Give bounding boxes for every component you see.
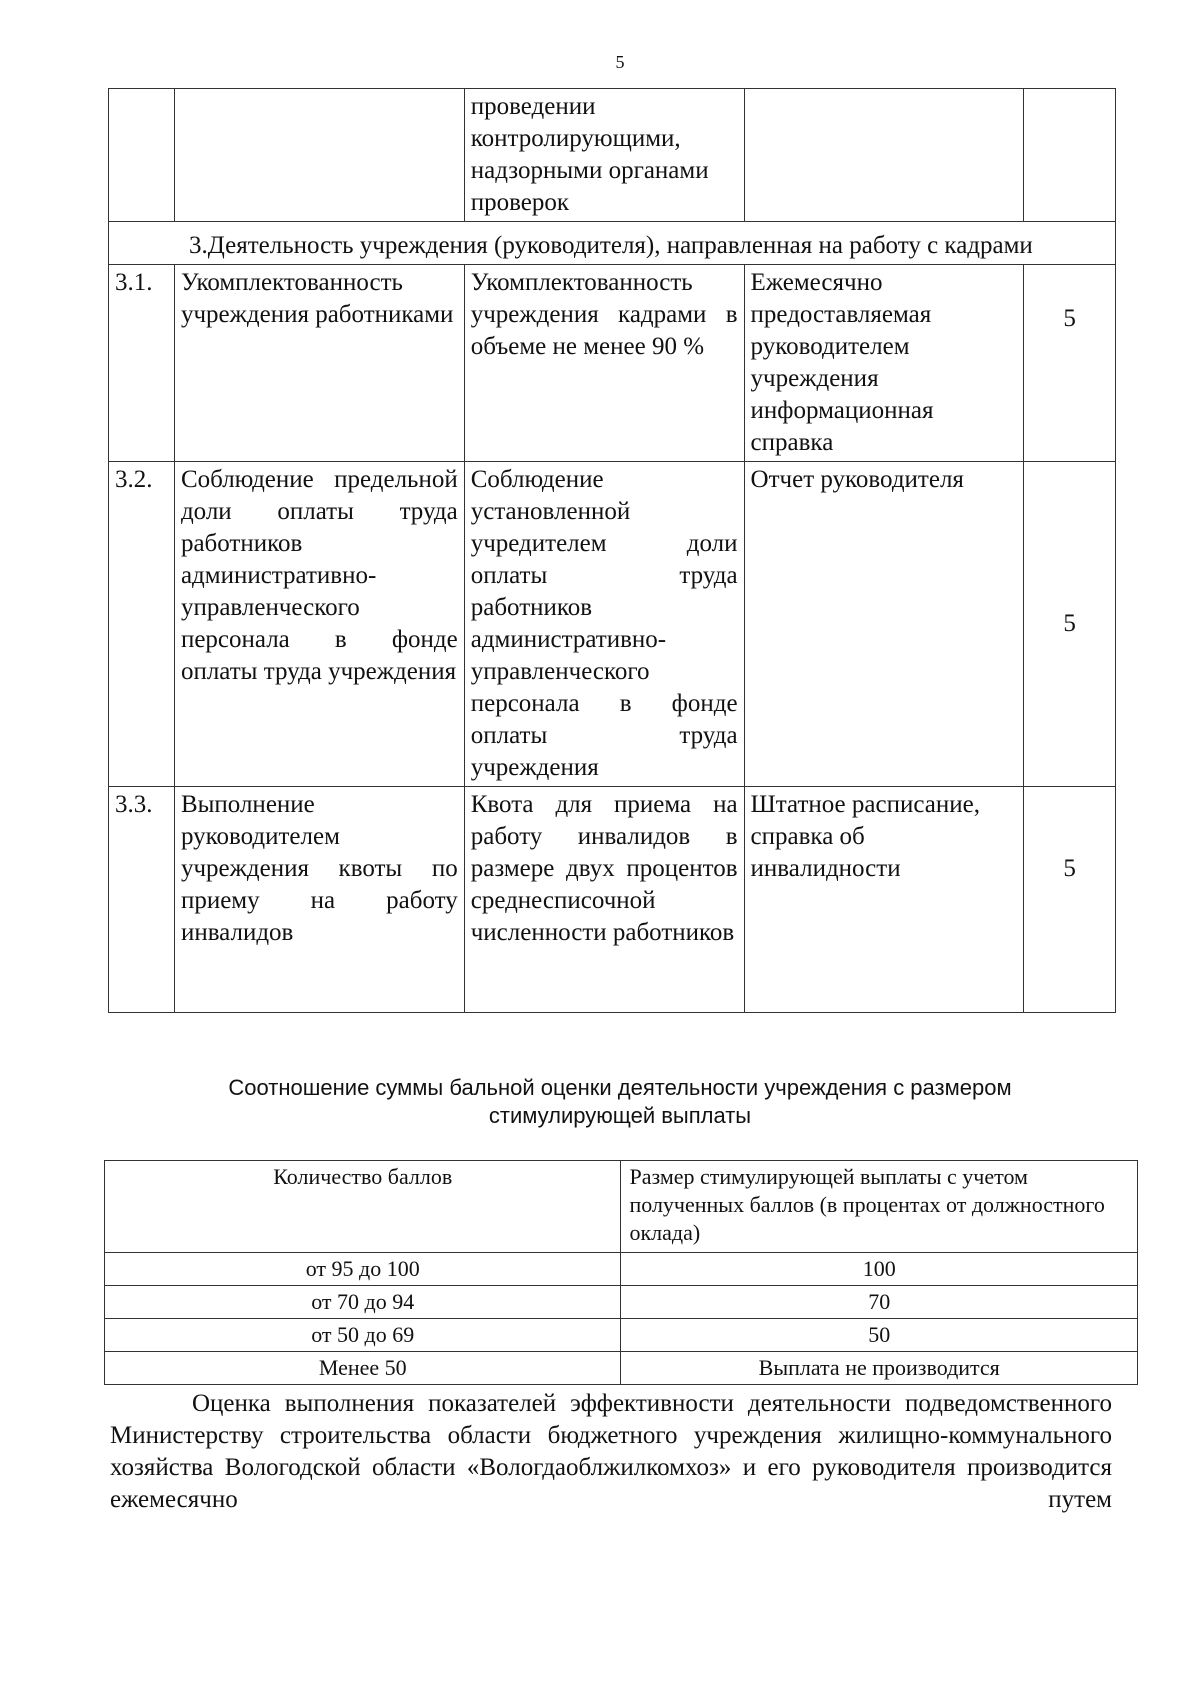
section-heading: 3.Деятельность учреждения (руководителя), направленная на работу с кадрами	[109, 222, 1116, 265]
indicator-cell: Соблюдение установленной учредителем доли оплаты труда работников административно-управленческого персонала в фонде оплаты труда учреждения	[464, 462, 744, 787]
indicator-cell: Укомплектованность учреждения кадрами в объеме не менее 90 %	[464, 265, 744, 462]
score-cell: 5	[1024, 462, 1116, 787]
ratio-table	[104, 1160, 1138, 1385]
points-cell: от 50 до 69	[105, 1319, 621, 1352]
section-heading-row	[109, 222, 1116, 265]
page-number: 5	[615, 52, 625, 72]
table-row	[109, 462, 1116, 787]
source-cell: Штатное расписание, справка об инвалидности	[744, 787, 1024, 1013]
row-number: 3.1.	[109, 265, 175, 462]
points-cell: от 95 до 100	[105, 1253, 621, 1286]
score-cell: 5	[1024, 787, 1116, 1013]
row-number: 3.3.	[109, 787, 175, 1013]
criteria-table	[108, 88, 1116, 1013]
points-cell: Менее 50	[105, 1352, 621, 1385]
points-cell: от 70 до 94	[105, 1286, 621, 1319]
table-row-continuation	[109, 89, 1116, 222]
indicator-cell: Квота для приема на работу инвалидов в размере двух процентов среднесписочной численности работников	[464, 787, 744, 1013]
cell-score	[1024, 89, 1116, 222]
score-cell: 5	[1024, 265, 1116, 462]
header-payment: Размер стимулирующей выплаты с учетом полученных баллов (в процентах от должностного оклада)	[621, 1161, 1138, 1253]
table-row	[105, 1286, 1138, 1319]
ratio-caption: Соотношение суммы бальной оценки деятельности учреждения с размером стимулирующей выплаты	[228, 1075, 1012, 1128]
table-row	[105, 1319, 1138, 1352]
row-number: 3.2.	[109, 462, 175, 787]
cell-number	[109, 89, 175, 222]
payment-cell: 100	[621, 1253, 1138, 1286]
source-cell: Отчет руководителя	[744, 462, 1024, 787]
criterion-cell: Соблюдение предельной доли оплаты труда работников административно-управленческого персонала в фонде оплаты труда учреждения	[174, 462, 464, 787]
payment-cell: 70	[621, 1286, 1138, 1319]
criterion-cell: Укомплектованность учреждения работниками	[174, 265, 464, 462]
header-points: Количество баллов	[105, 1161, 621, 1253]
closing-paragraph-block	[110, 1388, 1112, 1516]
table-row	[109, 787, 1116, 1013]
source-cell: Ежемесячно предоставляемая руководителем учреждения информационная справка	[744, 265, 1024, 462]
criterion-cell: Выполнение руководителем учреждения квоты по приему на работу инвалидов	[174, 787, 464, 1013]
cell-indicator: проведении контролирующими, надзорными органами проверок	[464, 89, 744, 222]
table-row	[105, 1352, 1138, 1385]
table-row	[105, 1253, 1138, 1286]
payment-cell: 50	[621, 1319, 1138, 1352]
payment-cell: Выплата не производится	[621, 1352, 1138, 1385]
cell-source	[744, 89, 1024, 222]
closing-paragraph: Оценка выполнения показателей эффективности деятельности подведомственного Министерству строительства области бюджетного учреждения жилищно-коммунального хозяйства Вологодской области «Вологдаоблжилкомхоз» и его руководителя производится ежемесячно путем	[110, 1390, 1112, 1513]
cell-criterion	[174, 89, 464, 222]
table-row	[109, 265, 1116, 462]
ratio-header-row	[105, 1161, 1138, 1253]
